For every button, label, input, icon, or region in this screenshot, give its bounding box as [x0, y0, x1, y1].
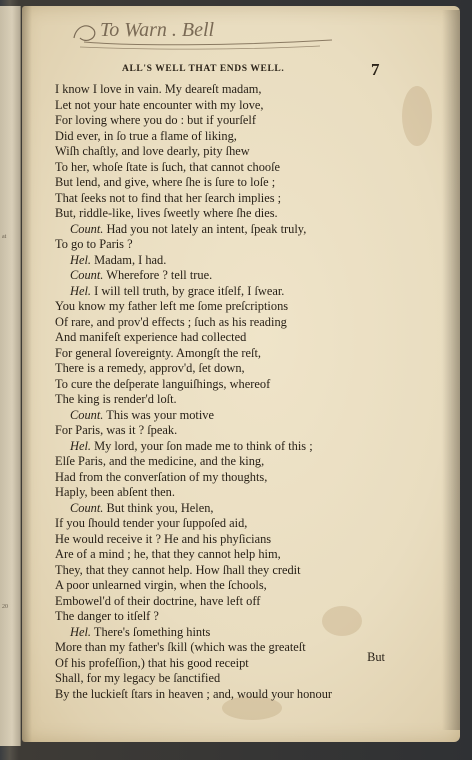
text-line [55, 392, 385, 408]
text-line [55, 268, 385, 284]
speaker-name: Hel. [70, 438, 91, 453]
running-title: ALL'S WELL THAT ENDS WELL. [122, 64, 285, 74]
text-line [55, 625, 385, 641]
text-line [55, 98, 385, 114]
text-line [55, 191, 385, 207]
text-line [55, 594, 385, 610]
speaker-name: Count. [70, 268, 104, 282]
line-text: Wherefore ? tell true. [103, 268, 213, 282]
line-text: Haply, been abſent then. [55, 485, 175, 499]
page-header [60, 60, 390, 80]
line-text: Embowel'd of their doctrine, have left off [55, 593, 261, 608]
text-line [55, 377, 385, 393]
text-line [55, 253, 385, 269]
line-text: And manifeſt experience had collected [55, 330, 247, 344]
text-line [55, 284, 385, 300]
line-text: The king is render'd loſt. [55, 392, 177, 406]
catchword-line [55, 650, 385, 666]
handwritten-inscription [70, 12, 340, 52]
text-line [55, 237, 385, 253]
text-line [55, 346, 385, 362]
text-line [55, 113, 385, 129]
line-text: A poor unlearned virgin, when the ſchools, [55, 578, 267, 592]
text-line [55, 454, 385, 470]
text-line [55, 408, 385, 424]
text-line [55, 222, 385, 238]
text-line [55, 609, 385, 625]
line-text: I will tell truth, by grace itſelf, I ſwear. [91, 283, 285, 298]
text-line [55, 485, 385, 501]
text-line [55, 578, 385, 594]
line-text: For loving where you do : but if yourſelf [55, 113, 256, 127]
line-text: My lord, your ſon made me to think of this ; [91, 438, 313, 453]
line-text: Had you not lately an intent, ſpeak truly, [103, 221, 307, 236]
line-text: Are of a mind ; he, that they cannot help him, [55, 547, 281, 561]
page-gutter-shadow [22, 6, 32, 742]
line-text: But, riddle-like, lives ſweetly where ſhe dies. [55, 206, 278, 220]
line-text: This was your motive [103, 407, 214, 422]
play-text [55, 82, 385, 702]
line-text: If you ſhould tender your ſuppoſed aid, [55, 516, 248, 530]
text-line [55, 361, 385, 377]
text-line [55, 532, 385, 548]
text-line [55, 299, 385, 315]
text-line [55, 175, 385, 191]
line-text: There's ſomething hints [91, 624, 211, 639]
margin-mark: at [2, 234, 7, 240]
line-text: I know I love in vain. My deareſt madam, [55, 82, 262, 96]
line-text: Had from the converſation of my thoughts, [55, 469, 268, 484]
line-text: Wiſh chaſtly, and love dearly, pity ſhew [55, 144, 250, 158]
text-line [55, 671, 385, 687]
line-text: Of his profeſſion,) that his good receipt [55, 655, 249, 670]
speaker-name: Count. [70, 221, 104, 236]
line-text: There is a remedy, approv'd, ſet down, [55, 361, 245, 375]
speaker-name: Hel. [70, 624, 91, 639]
margin-mark: 20 [2, 604, 8, 610]
line-text: To her, whoſe ſtate is ſuch, that cannot chooſe [55, 159, 281, 174]
line-text: But lend, and give, where ſhe is ſure to loſe ; [55, 175, 276, 189]
line-text: Of rare, and prov'd effects ; ſuch as his reading [55, 314, 287, 329]
line-text: To go to Paris ? [55, 237, 133, 251]
speaker-name: Count. [70, 500, 104, 515]
line-text: Shall, for my legacy be ſanctified [55, 671, 221, 685]
page-edge-shadow [442, 10, 460, 730]
speaker-name: Hel. [70, 252, 91, 267]
line-text: The danger to itſelf ? [55, 609, 159, 623]
text-line [55, 330, 385, 346]
text-line [55, 439, 385, 455]
speaker-name: Hel. [70, 283, 91, 298]
text-line [55, 206, 385, 222]
line-text: Let not your hate encounter with my love, [55, 97, 264, 112]
line-text: Elſe Paris, and the medicine, and the king, [55, 454, 265, 468]
text-line [55, 160, 385, 176]
text-line [55, 687, 385, 703]
line-text: By the luckieſt ſtars in heaven ; and, would your honour [55, 686, 333, 701]
line-text: To cure the deſperate languiſhings, whereof [55, 376, 271, 391]
line-text: For general ſovereignty. Amongſt the reſt, [55, 345, 261, 360]
line-text: You know my father left me ſome preſcriptions [55, 299, 289, 313]
text-line [55, 516, 385, 532]
catchword: But [367, 650, 385, 664]
line-text: Did ever, in ſo true a flame of liking, [55, 128, 237, 143]
text-line [55, 129, 385, 145]
line-text: That ſeeks not to find that her ſearch implies ; [55, 190, 282, 205]
text-line [55, 563, 385, 579]
speaker-name: Count. [70, 407, 104, 422]
text-line [55, 82, 385, 98]
text-line [55, 470, 385, 486]
foxing-stain [402, 86, 432, 146]
page-number: 7 [371, 60, 380, 79]
line-text: More than my father's ſkill (which was the greateſt [55, 640, 306, 654]
text-line [55, 315, 385, 331]
text-line [55, 423, 385, 439]
line-text: Madam, I had. [91, 252, 167, 267]
line-text: He would receive it ? He and his phyſicians [55, 531, 272, 546]
line-text: But think you, Helen, [103, 500, 214, 515]
line-text: They, that they cannot help. How ſhall they credit [55, 562, 301, 577]
text-line [55, 501, 385, 517]
handwritten-note: To Warn . Bell [100, 19, 215, 41]
facing-page-edge [0, 6, 21, 746]
line-text: For Paris, was it ? ſpeak. [55, 423, 178, 437]
text-line [55, 547, 385, 563]
text-line [55, 144, 385, 160]
